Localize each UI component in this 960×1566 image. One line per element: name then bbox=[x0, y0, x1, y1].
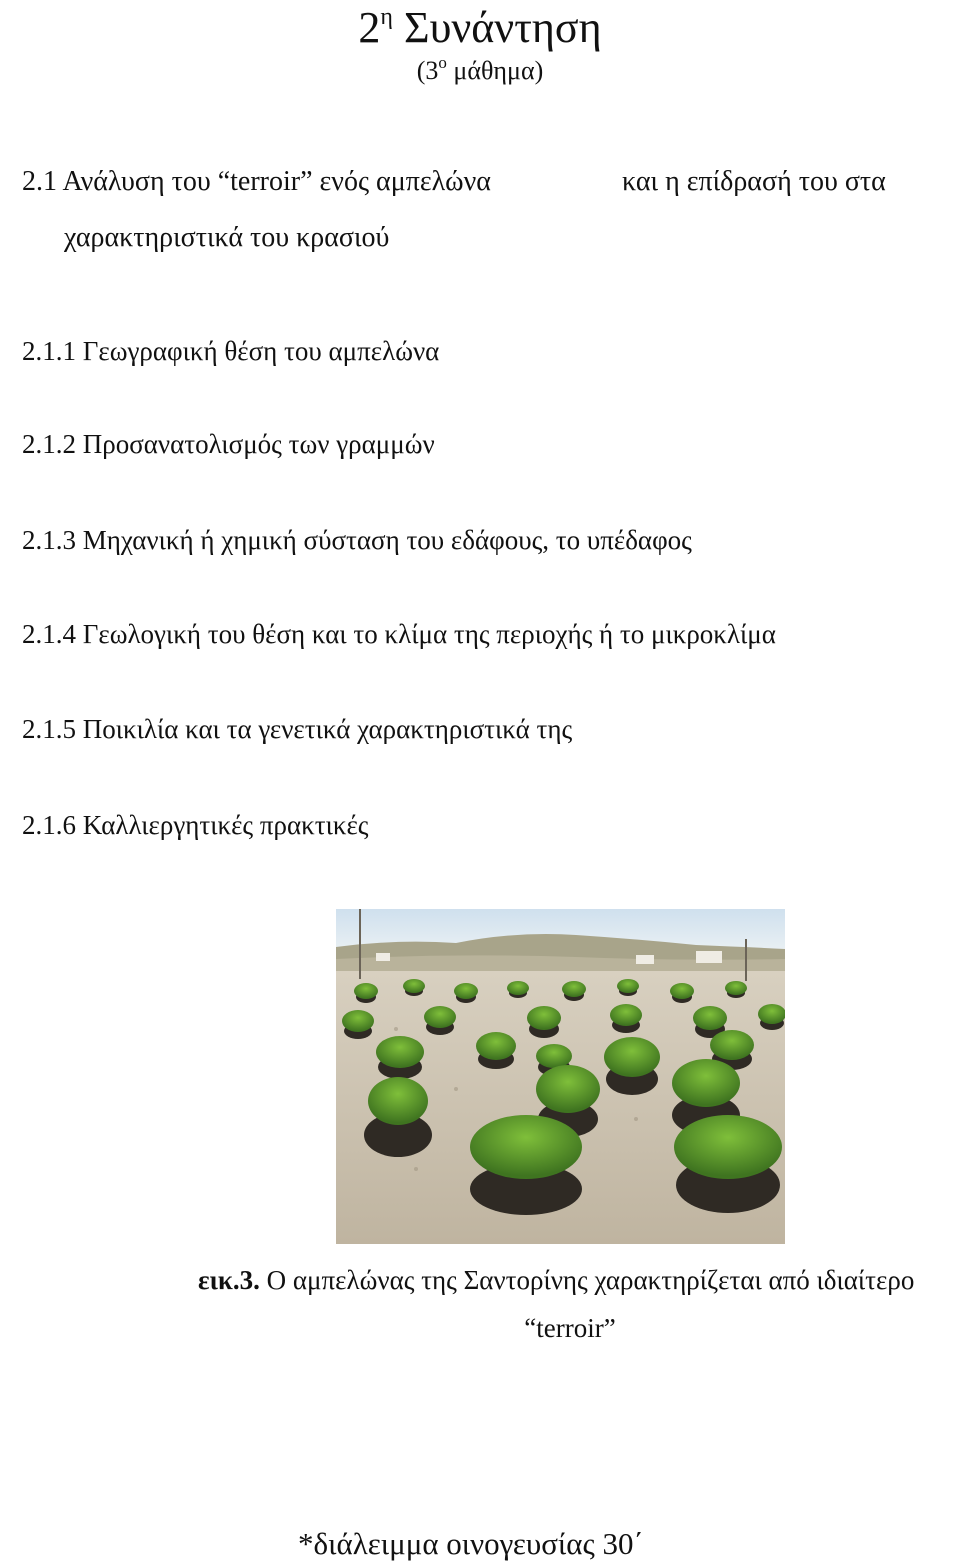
section-heading-line2: χαρακτηριστικά του κρασιού bbox=[64, 222, 390, 253]
subsection-number: 2.1.2 bbox=[22, 429, 76, 459]
page-title bbox=[0, 2, 960, 61]
figure-label: εικ.3. bbox=[198, 1265, 260, 1295]
figure-caption-text: Ο αμπελώνας της Σαντορίνης χαρακτηρίζεται από ιδιαίτερο bbox=[266, 1265, 915, 1295]
footer-note: *διάλειμμα οινογευσίας 30΄ bbox=[298, 1526, 644, 1561]
subsection-text: Γεωγραφική θέση του αμπελώνα bbox=[82, 336, 440, 366]
subsection-item bbox=[22, 808, 368, 842]
subsection-item bbox=[22, 334, 439, 368]
section-heading bbox=[22, 164, 886, 200]
vineyard-photo bbox=[336, 909, 785, 1244]
subsection-number: 2.1.6 bbox=[22, 810, 76, 840]
subsection-number: 2.1.5 bbox=[22, 714, 76, 744]
subsection-item bbox=[22, 427, 435, 461]
subsection-item bbox=[22, 523, 692, 557]
subsection-number: 2.1.1 bbox=[22, 336, 76, 366]
subtitle-superscript: ο bbox=[438, 53, 447, 72]
subsection-number: 2.1.3 bbox=[22, 525, 76, 555]
section-heading-right: και η επίδρασή του στα bbox=[622, 166, 886, 197]
page-subtitle bbox=[0, 54, 960, 91]
figure-caption-line2: “terroir” bbox=[524, 1313, 616, 1343]
subtitle-open: (3 bbox=[416, 56, 439, 85]
subsection-text: Προσανατολισμός των γραμμών bbox=[82, 429, 435, 459]
subsection-number: 2.1.4 bbox=[22, 619, 76, 649]
subsection-item bbox=[22, 712, 572, 746]
subsection-text: Καλλιεργητικές πρακτικές bbox=[82, 810, 369, 840]
subsection-item bbox=[22, 617, 776, 651]
title-superscript: η bbox=[380, 4, 393, 30]
section-heading-left: 2.1 Ανάλυση του “terroir” ενός αμπελώνα bbox=[22, 166, 491, 197]
title-number: 2 bbox=[358, 3, 381, 52]
figure-caption bbox=[198, 1263, 914, 1297]
subsection-text: Ποικιλία και τα γενετικά χαρακτηριστικά της bbox=[82, 714, 573, 744]
subsection-text: Μηχανική ή χημική σύσταση του εδάφους, το υπέδαφος bbox=[82, 525, 692, 555]
subsection-text: Γεωλογική του θέση και το κλίμα της περιοχής ή το μικροκλίμα bbox=[82, 619, 776, 649]
subtitle-rest: μάθημα) bbox=[453, 56, 544, 85]
title-word: Συνάντηση bbox=[403, 3, 602, 52]
